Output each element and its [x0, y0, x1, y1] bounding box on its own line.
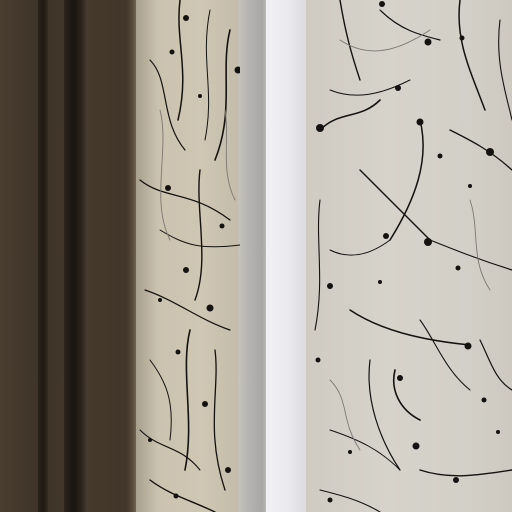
splatter-left-dots — [148, 15, 242, 499]
splatter-right — [315, 0, 512, 512]
splatter-left — [140, 0, 240, 512]
